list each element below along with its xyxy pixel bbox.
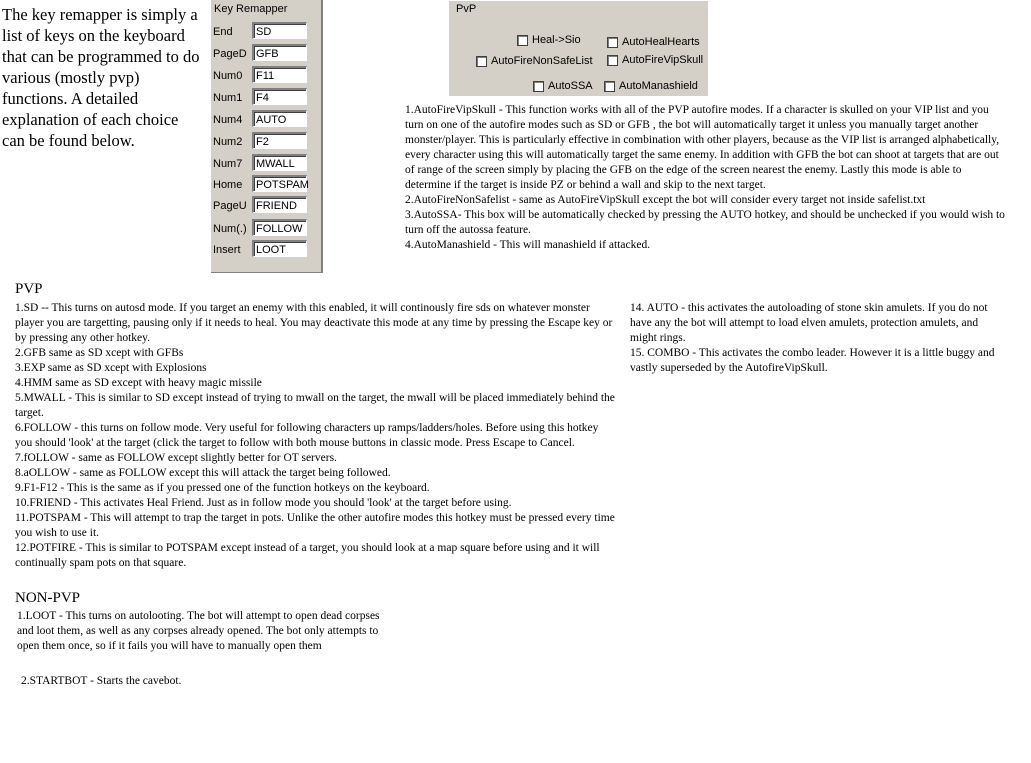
remap-row-num2 xyxy=(211,132,321,153)
non-pvp-heading: NON-PVP xyxy=(15,590,81,606)
non-pvp-startbot-item: 2.STARTBOT - Starts the cavebot. xyxy=(21,675,182,687)
auto-fire-vip-skull-checkbox[interactable] xyxy=(607,54,703,66)
checkbox-label: Heal->Sio xyxy=(532,34,581,46)
remap-row-num0 xyxy=(211,66,321,87)
intro-text: The key remapper is simply a list of keys on the keyboard that can be programmed to do various (mostly pvp) functions. A detailed explanation of each choice can be found below. xyxy=(2,5,200,150)
auto-heal-hearts-checkbox[interactable] xyxy=(607,36,700,48)
remap-value-field[interactable]: AUTO xyxy=(252,110,307,127)
remap-value-field[interactable]: GFB xyxy=(252,44,307,61)
remap-value-field[interactable]: MWALL xyxy=(252,154,307,171)
remap-key-label: PageD xyxy=(213,48,247,60)
remap-row-home xyxy=(211,175,321,196)
checkbox-box[interactable] xyxy=(607,37,618,48)
checkbox-label: AutoSSA xyxy=(548,80,593,92)
remap-value-field[interactable]: F2 xyxy=(252,132,307,149)
remap-value-field[interactable]: FOLLOW xyxy=(252,219,307,236)
list-item: 2.GFB same as SD xcept with GFBs xyxy=(15,347,184,359)
list-item: 11.POTSPAM - This will attempt to trap the target in pots. Unlike the other autofire modes this hotkey must be pressed every time you wish to use it. xyxy=(15,512,615,539)
list-item: 9.F1-F12 - This is the same as if you pressed one of the function hotkeys on the keyboard. xyxy=(15,482,430,494)
remap-value-field[interactable]: LOOT xyxy=(252,240,307,257)
list-item: 7.fOLLOW - same as FOLLOW except slightly better for OT servers. xyxy=(15,452,337,464)
remap-key-label: Num0 xyxy=(213,70,243,82)
list-item: 1.SD -- This turns on autosd mode. If you target an enemy with this enabled, it will continously fire sds on whatever monster player you are targetting, pausing only if it needs to heal. You may deactivate this mode at any time by pressing the Escape key or by pressing any other hotkey. xyxy=(15,302,613,344)
auto-manashield-checkbox[interactable] xyxy=(604,80,698,92)
remap-row-insert xyxy=(211,240,321,261)
list-item: 12.POTFIRE - This is similar to POTSPAM except instead of a target, you should look at a map square before using and it will continually spam pots on that square. xyxy=(15,542,600,569)
checkbox-label: AutoFireVipSkull xyxy=(622,54,704,66)
key-remapper-panel xyxy=(211,0,323,273)
description-item: 4.AutoManashield - This will manashield if attacked. xyxy=(405,239,651,251)
list-item: 15. COMBO - This activates the combo leader. However it is a little buggy and vastly superseded by the AutofireVipSkull. xyxy=(630,347,995,374)
checkbox-label: AutoManashield xyxy=(619,80,698,92)
description-item: 1.AutoFireVipSkull - This function works with all of the PVP autofire modes. If a character is skulled on your VIP list and you turn on one of the autofire modes such as SD or GFB , the bot will automatically target it unless you manually target another monster/player. This is particularly effective in combination with other players, because as the VIP list is arranged alphabetically, every character using this will automatically target the same enemy. In addition with GFB the bot can shoot at targets that are out of range of the screen simply by placing the GFB on the edge of the screen nearest the enemy. Lastly this mode is able to determine if the target is inside PZ or behind a wall and skip to the next target. xyxy=(405,104,1000,191)
list-item: 10.FRIEND - This activates Heal Friend. Just as in follow mode you should 'look' at the target before using. xyxy=(15,497,512,509)
remap-value-field[interactable]: F11 xyxy=(252,66,307,83)
list-item: 4.HMM same as SD except with heavy magic missile xyxy=(15,377,262,389)
remap-key-label: End xyxy=(213,26,233,38)
pvp-options-description xyxy=(405,103,1005,253)
non-pvp-loot-item: 1.LOOT - This turns on autolooting. The bot will attempt to open dead corpses and loot them, as well as any corpses already opened. The bot only attempts to open them once, so if it fails you will have to manually open them xyxy=(17,610,380,652)
remap-key-label: Num1 xyxy=(213,92,243,104)
checkbox-box[interactable] xyxy=(604,81,615,92)
auto-fire-non-safe-list-checkbox[interactable] xyxy=(476,55,593,67)
remap-row-paged xyxy=(211,44,321,65)
list-item: 6.FOLLOW - this turns on follow mode. Very useful for following characters up ramps/ladders/holes. Before using this hotkey you should 'look' at the target (click the target to follow with both mouse buttons in classic mode. Press Escape to Cancel. xyxy=(15,422,599,449)
remap-value-field[interactable]: F4 xyxy=(252,88,307,105)
remap-value-field[interactable]: POTSPAM xyxy=(252,175,307,192)
description-item: 2.AutoFireNonSafelist - same as AutoFireVipSkull except the bot will consider every target not inside safelist.txt xyxy=(405,194,926,206)
remap-row-end xyxy=(211,22,321,43)
remap-value-field[interactable]: SD xyxy=(252,22,307,39)
heal-sio-checkbox[interactable] xyxy=(517,34,581,46)
pvp-heading: PVP xyxy=(15,281,43,297)
checkbox-label: AutoFireNonSafeList xyxy=(491,55,593,67)
remap-key-label: Num2 xyxy=(213,136,243,148)
remap-row-pageu xyxy=(211,196,321,217)
checkbox-label: AutoHealHearts xyxy=(622,36,700,48)
list-item: 5.MWALL - This is similar to SD except instead of trying to mwall on the target, the mwall will be placed immediately behind the target. xyxy=(15,392,615,419)
checkbox-box[interactable] xyxy=(476,56,487,67)
remap-key-label: Insert xyxy=(213,244,241,256)
pvp-options-panel xyxy=(449,1,708,96)
key-remapper-title: Key Remapper xyxy=(214,3,288,15)
checkbox-box[interactable] xyxy=(607,55,618,66)
remap-row-numdot xyxy=(211,219,321,240)
remap-key-label: Home xyxy=(213,179,243,191)
remap-key-label: Num7 xyxy=(213,158,243,170)
remap-key-label: Num(.) xyxy=(213,223,247,235)
remap-key-label: PageU xyxy=(213,200,247,212)
list-item: 3.EXP same as SD xcept with Explosions xyxy=(15,362,207,374)
extra-hotkey-list xyxy=(630,301,1000,376)
checkbox-box[interactable] xyxy=(533,81,544,92)
list-item: 8.aOLLOW - same as FOLLOW except this will attack the target being followed. xyxy=(15,467,391,479)
remap-row-num1 xyxy=(211,88,321,109)
list-item: 14. AUTO - this activates the autoloading of stone skin amulets. If you do not have any the bot will attempt to load elven amulets, protection amulets, and might rings. xyxy=(630,302,988,344)
remap-key-label: Num4 xyxy=(213,114,243,126)
pvp-hotkey-list xyxy=(15,301,615,571)
remap-value-field[interactable]: FRIEND xyxy=(252,196,307,213)
description-item: 3.AutoSSA- This box will be automatically checked by pressing the AUTO hotkey, and should be unchecked if you would wish to turn off the autossa feature. xyxy=(405,209,1005,236)
checkbox-box[interactable] xyxy=(517,35,528,46)
remap-row-num7 xyxy=(211,154,321,175)
remap-row-num4 xyxy=(211,110,321,131)
pvp-panel-title: PvP xyxy=(456,3,477,15)
auto-ssa-checkbox[interactable] xyxy=(533,80,593,92)
